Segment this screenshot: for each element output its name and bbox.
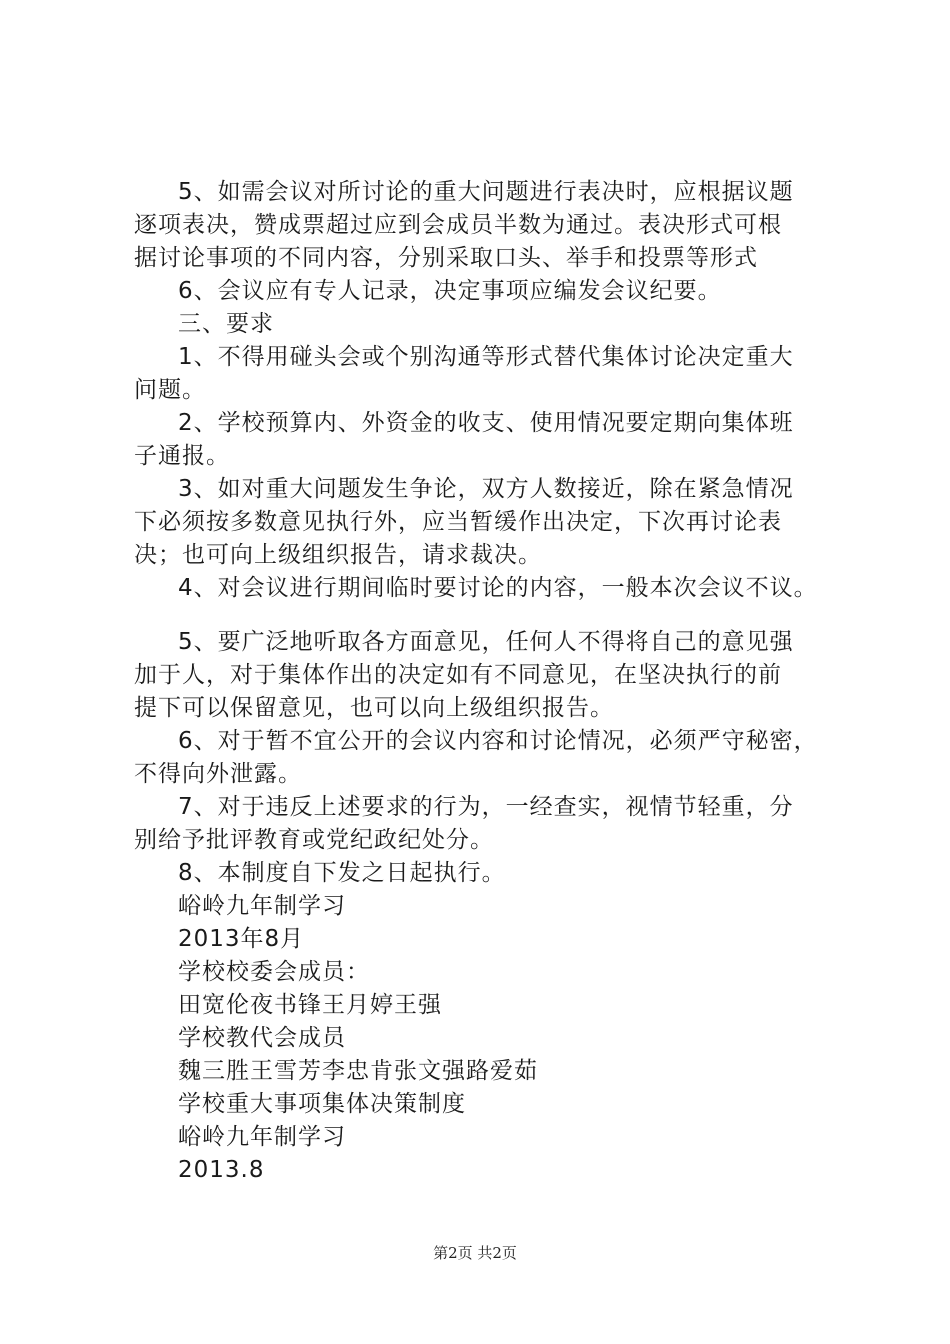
committee-heading: 学校校委会成员： [178, 959, 370, 985]
body-line: 7、对于违反上述要求的行为，一经查实，视情节轻重，分 [178, 794, 794, 820]
body-line: 6、对于暂不宜公开的会议内容和讨论情况，必须严守秘密， [178, 728, 818, 754]
body-line: 问题。 [134, 377, 206, 403]
body-line: 下必须按多数意见执行外，应当暂缓作出决定，下次再讨论表 [134, 509, 782, 535]
body-line: 3、如对重大问题发生争论，双方人数接近，除在紧急情况 [178, 476, 794, 502]
body-line: 子通报。 [134, 443, 230, 469]
page-number: 第2页 共2页 [433, 1244, 517, 1262]
committee-members: 田宽伦夜书锋王月婷王强 [178, 992, 442, 1018]
signature-school: 峪岭九年制学习 [178, 1124, 346, 1150]
body-line: 逐项表决，赞成票超过应到会成员半数为通过。表决形式可根 [134, 212, 782, 238]
body-line: 决；也可向上级组织报告，请求裁决。 [134, 542, 542, 568]
body-line: 8、本制度自下发之日起执行。 [178, 860, 506, 886]
signature-date: 2013年8月 [178, 926, 305, 952]
body-line: 2、学校预算内、外资金的收支、使用情况要定期向集体班 [178, 410, 794, 436]
body-line: 别给予批评教育或党纪政纪处分。 [134, 827, 494, 853]
body-line: 不得向外泄露。 [134, 761, 302, 787]
body-line: 5、如需会议对所讨论的重大问题进行表决时，应根据议题 [178, 179, 794, 205]
document-title: 学校重大事项集体决策制度 [178, 1091, 466, 1117]
signature-school: 峪岭九年制学习 [178, 893, 346, 919]
congress-members: 魏三胜王雪芳李忠肯张文强路爱茹 [178, 1058, 538, 1084]
section-heading: 三、要求 [178, 311, 274, 337]
body-line: 4、对会议进行期间临时要讨论的内容，一般本次会议不议。 [178, 575, 818, 601]
body-line: 5、要广泛地听取各方面意见，任何人不得将自己的意见强 [178, 629, 794, 655]
body-line: 加于人，对于集体作出的决定如有不同意见，在坚决执行的前 [134, 662, 782, 688]
body-line: 6、会议应有专人记录，决定事项应编发会议纪要。 [178, 278, 722, 304]
body-line: 1、不得用碰头会或个别沟通等形式替代集体讨论决定重大 [178, 344, 794, 370]
signature-date: 2013.8 [178, 1157, 265, 1183]
body-line: 提下可以保留意见，也可以向上级组织报告。 [134, 695, 614, 721]
body-line: 据讨论事项的不同内容，分别采取口头、举手和投票等形式 [134, 245, 758, 271]
congress-heading: 学校教代会成员 [178, 1025, 346, 1051]
